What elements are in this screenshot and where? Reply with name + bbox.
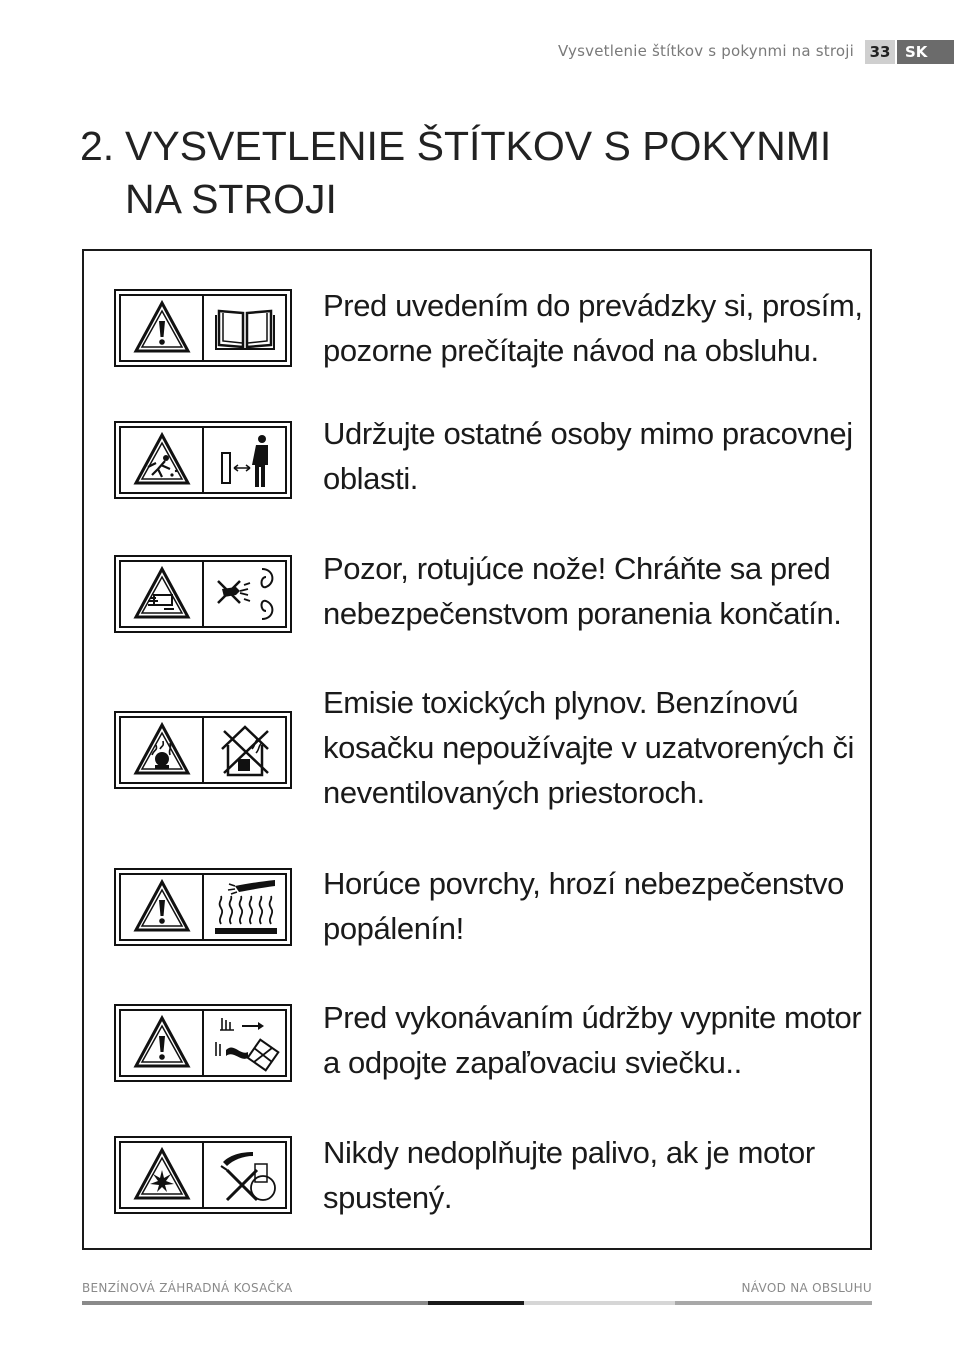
- language-badge: SK: [897, 40, 954, 64]
- safety-label-4: [114, 711, 292, 789]
- warning-exclamation-icon: [132, 299, 192, 357]
- keep-distance-person-icon: [210, 429, 280, 491]
- thrown-object-warning-icon: [132, 431, 192, 489]
- toxic-gas-warning-icon: [132, 721, 192, 779]
- page-number: 33: [865, 40, 895, 64]
- safety-label-6: [114, 1004, 292, 1082]
- label-5-text: Horúce povrchy, hrozí nebezpečenstvo popálenín!: [323, 866, 844, 946]
- hand-blade-icon: [210, 563, 280, 625]
- footer-document-name: NÁVOD NA OBSLUHU: [741, 1281, 872, 1295]
- warning-exclamation-icon: [132, 1014, 192, 1072]
- no-indoor-use-icon: [210, 719, 280, 781]
- label-1-text: Pred uvedením do prevádzky si, prosím, pozorne prečítajte návod na obsluhu.: [323, 288, 863, 368]
- hot-surface-icon: [209, 876, 281, 938]
- label-3-text: Pozor, rotujúce nože! Chráňte sa pred nebezpečenstvom poranenia končatín.: [323, 551, 842, 631]
- label-7-text: Nikdy nedoplňujte palivo, ak je motor spustený.: [323, 1135, 815, 1215]
- label-2-text: Udržujte ostatné osoby mimo pracovnej oblasti.: [323, 416, 853, 496]
- safety-label-2: [114, 421, 292, 499]
- footer-divider-segment: [524, 1301, 675, 1305]
- section-title: VYSVETLENIE ŠTÍTKOV S POKYNMI NA STROJI: [125, 123, 832, 222]
- running-header-title: Vysvetlenie štítkov s pokynmi na stroji: [557, 42, 854, 60]
- safety-label-3: [114, 555, 292, 633]
- rotating-blade-warning-icon: [132, 565, 192, 623]
- labels-box: [82, 249, 872, 1250]
- safety-label-7: [114, 1136, 292, 1214]
- footer-divider-segment: [675, 1301, 872, 1305]
- footer-divider: [82, 1301, 872, 1305]
- warning-exclamation-icon: [132, 878, 192, 936]
- no-refuel-running-icon: [209, 1144, 281, 1206]
- section-heading: [80, 120, 880, 226]
- safety-label-1: [114, 289, 292, 367]
- footer-divider-segment: [428, 1301, 524, 1305]
- footer-divider-segment: [82, 1301, 428, 1305]
- label-4-text: Emisie toxických plynov. Benzínovú kosačku nepoužívajte v uzatvorených či neventilovaných priestoroch.: [323, 685, 855, 810]
- label-6-text: Pred vykonávaním údržby vypnite motor a odpojte zapaľovaciu sviečku..: [323, 1000, 862, 1080]
- manual-book-icon: [213, 303, 277, 353]
- disconnect-spark-plug-icon: [208, 1012, 282, 1074]
- safety-label-5: [114, 868, 292, 946]
- footer-product-name: BENZÍNOVÁ ZÁHRADNÁ KOSAČKA: [82, 1281, 293, 1295]
- fire-explosion-warning-icon: [132, 1146, 192, 1204]
- section-number: 2.: [80, 123, 115, 169]
